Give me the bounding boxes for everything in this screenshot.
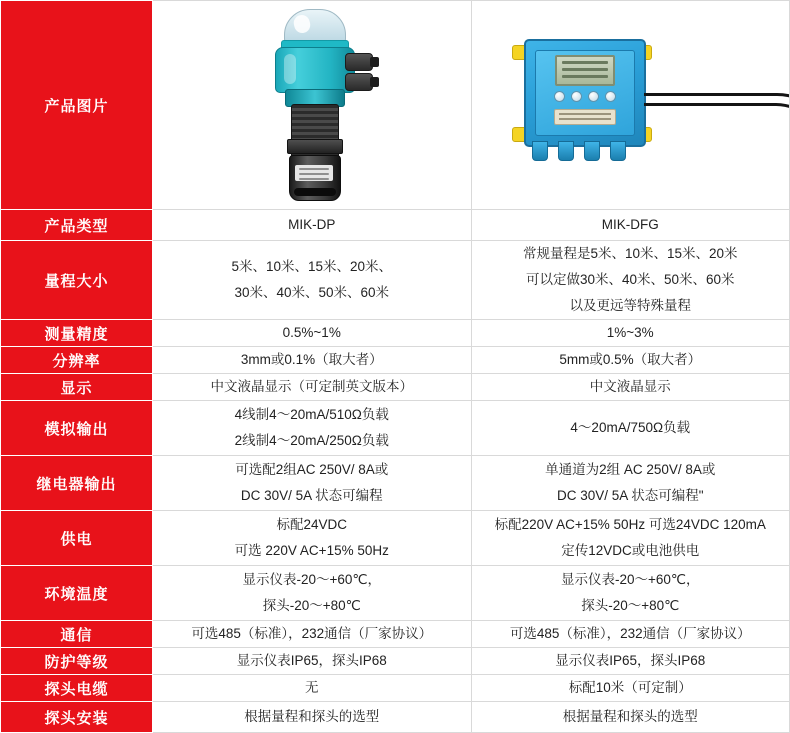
cell-protection-grade-col1 <box>153 648 472 675</box>
table-row <box>1 511 790 566</box>
cell-line: 2线制4～20mA/250Ω负载 <box>234 433 389 448</box>
row-label-range: 量程大小 <box>1 241 153 320</box>
cell-line: DC 30V/ 5A 状态可编程" <box>556 488 704 503</box>
cell-line: 可以定做30米、40米、50米、60米 <box>525 272 735 287</box>
cell-line: 30米、40米、50米、60米 <box>234 285 390 300</box>
cell-line: 中文液晶显示（可定制英文版本） <box>210 379 413 394</box>
cell-line: 5mm或0.5%（取大者） <box>559 352 702 367</box>
cell-line: 探头-20～+80℃ <box>262 598 361 613</box>
table-row <box>1 320 790 347</box>
cell-line: 无 <box>305 680 319 695</box>
cell-line: DC 30V/ 5A 状态可编程 <box>240 488 383 503</box>
cell-line: 以及更远等特殊量程 <box>569 298 691 313</box>
cell-product-type-col1 <box>153 210 472 241</box>
row-label-accuracy: 测量精度 <box>1 320 153 347</box>
table-row <box>1 241 790 320</box>
row-label-display: 显示 <box>1 374 153 401</box>
table-row <box>1 374 790 401</box>
cell-line: 3mm或0.1%（取大者） <box>240 352 383 367</box>
cell-line: 4线制4～20mA/510Ω负载 <box>234 407 389 422</box>
cell-line: 0.5%~1% <box>282 325 341 340</box>
cell-resolution-col2 <box>471 347 790 374</box>
cell-display-col2 <box>471 374 790 401</box>
cell-range-col2 <box>471 241 790 320</box>
table-row <box>1 210 790 241</box>
table-row <box>1 401 790 456</box>
cell-line: MIK-DFG <box>601 217 659 232</box>
cell-line: 单通道为2组 AC 250V/ 8A或 <box>545 462 716 477</box>
table-row <box>1 1 790 210</box>
table-row <box>1 456 790 511</box>
cell-line: 显示仪表-20～+60℃， <box>560 572 700 587</box>
cell-probe-installation-col2 <box>471 702 790 733</box>
cell-analog-output-col1 <box>153 401 472 456</box>
cell-relay-output-col1 <box>153 456 472 511</box>
cell-line: 标配24VDC <box>276 517 348 532</box>
cell-accuracy-col1 <box>153 320 472 347</box>
cell-power-supply-col2 <box>471 511 790 566</box>
cell-line: 标配10米（可定制） <box>568 680 692 695</box>
cell-line: 根据量程和探头的选型 <box>244 709 380 724</box>
cell-analog-output-col2 <box>471 401 790 456</box>
cell-line: 标配220V AC+15% 50Hz 可选24VDC 120mA <box>494 517 766 532</box>
table-body <box>1 1 790 733</box>
product-image-cell-mik-dfg <box>471 1 790 210</box>
cell-ambient-temperature-col2 <box>471 566 790 621</box>
row-label-relay-output: 继电器输出 <box>1 456 153 511</box>
row-label-power-supply: 供电 <box>1 511 153 566</box>
cell-display-col1 <box>153 374 472 401</box>
row-label-analog-output: 模拟输出 <box>1 401 153 456</box>
row-label-ambient-temperature: 环境温度 <box>1 566 153 621</box>
cell-probe-cable-col2 <box>471 675 790 702</box>
cell-line: MIK-DP <box>288 217 336 232</box>
row-label-probe-installation: 探头安装 <box>1 702 153 733</box>
cell-line: 定传12VDC或电池供电 <box>561 543 700 558</box>
row-label-resolution: 分辨率 <box>1 347 153 374</box>
cell-accuracy-col2 <box>471 320 790 347</box>
table-row <box>1 648 790 675</box>
table-row <box>1 566 790 621</box>
cell-line: 探头-20～+80℃ <box>581 598 680 613</box>
cell-line: 4～20mA/750Ω负载 <box>570 420 691 435</box>
float-level-controller-icon <box>472 1 790 209</box>
cell-protection-grade-col2 <box>471 648 790 675</box>
cell-line: 常规量程是5米、10米、15米、20米 <box>522 246 738 261</box>
cell-line: 可选485（标准），232通信（厂家协议） <box>509 626 751 641</box>
cell-line: 显示仪表IP65，探头IP68 <box>236 653 387 668</box>
cell-line: 可选 220V AC+15% 50Hz <box>234 543 389 558</box>
table-row <box>1 347 790 374</box>
cell-relay-output-col2 <box>471 456 790 511</box>
ultrasonic-level-meter-icon <box>153 1 471 209</box>
cell-communication-col1 <box>153 621 472 648</box>
cell-line: 根据量程和探头的选型 <box>562 709 698 724</box>
row-label-probe-cable: 探头电缆 <box>1 675 153 702</box>
cell-power-supply-col1 <box>153 511 472 566</box>
cell-range-col1 <box>153 241 472 320</box>
table-row <box>1 621 790 648</box>
cell-ambient-temperature-col1 <box>153 566 472 621</box>
cell-communication-col2 <box>471 621 790 648</box>
row-label-product-type: 产品类型 <box>1 210 153 241</box>
row-label-communication: 通信 <box>1 621 153 648</box>
cell-line: 可选485（标准），232通信（厂家协议） <box>191 626 433 641</box>
cell-line: 可选配2组AC 250V/ 8A或 <box>235 462 389 477</box>
cell-line: 显示仪表IP65，探头IP68 <box>555 653 706 668</box>
row-label-protection-grade: 防护等级 <box>1 648 153 675</box>
row-label-product-image: 产品图片 <box>1 1 153 210</box>
cell-line: 5米、10米、15米、20米、 <box>231 259 393 274</box>
cell-product-type-col2 <box>471 210 790 241</box>
cell-line: 中文液晶显示 <box>589 379 671 394</box>
table-row <box>1 675 790 702</box>
cell-resolution-col1 <box>153 347 472 374</box>
product-image-cell-mik-dp <box>153 1 472 210</box>
table-row <box>1 702 790 733</box>
cell-line: 1%~3% <box>606 325 654 340</box>
cell-probe-installation-col1 <box>153 702 472 733</box>
cell-line: 显示仪表-20～+60℃， <box>242 572 382 587</box>
cell-probe-cable-col1 <box>153 675 472 702</box>
